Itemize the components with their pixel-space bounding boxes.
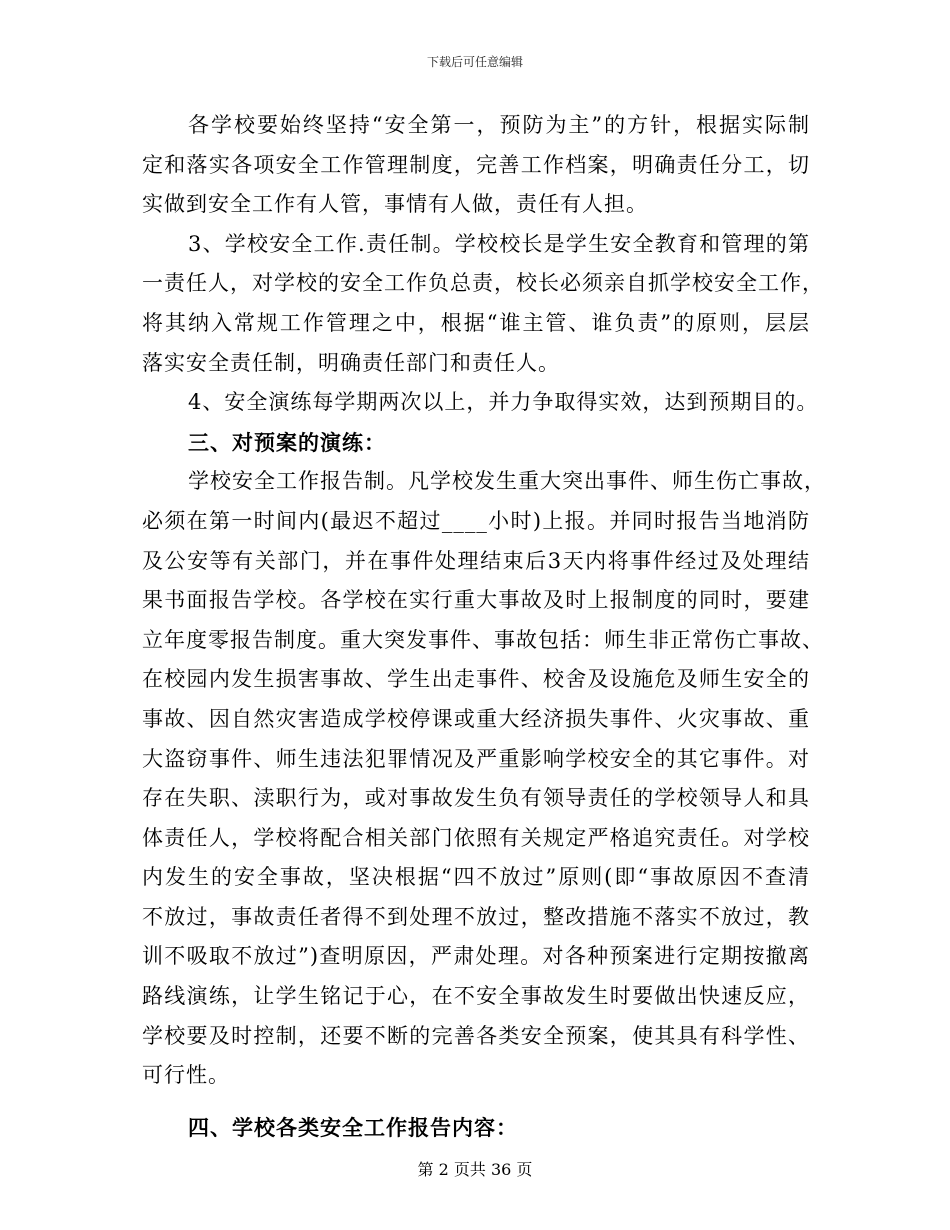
text-line: 立年度零报告制度。重大突发事件、事故包括：师生非正常伤亡事故、 xyxy=(142,627,824,652)
text-line: 落实安全责任制，明确责任部门和责任人。 xyxy=(142,350,560,375)
text-line: 果书面报告学校。各学校在实行重大事故及时上报制度的同时，要建 xyxy=(142,588,810,613)
text-line: 事故、因自然灾害造成学校停课或重大经济损失事件、火灾事故、重 xyxy=(142,706,810,731)
text-line: 路线演练，让学生铭记于心，在不安全事故发生时要做出快速反应， xyxy=(142,984,810,1009)
text-line: 可行性。 xyxy=(142,1063,230,1088)
text-line: 学校安全工作报告制。凡学校发生重大突出事件、师生伤亡事故， xyxy=(188,469,826,494)
page-header: 下载后可任意编辑 xyxy=(426,55,523,69)
section-heading: 三、对预案的演练： xyxy=(188,429,386,455)
text-line: 各学校要始终坚持“安全第一，预防为主”的方针，根据实际制 xyxy=(188,113,810,137)
text-line: 将其纳入常规工作管理之中，根据“谁主管、谁负责”的原则，层层 xyxy=(142,310,810,335)
text-line: 4、安全演练每学期两次以上，并力争取得实效，达到预期目的。 xyxy=(188,390,819,415)
text-line: 存在失职、渎职行为，或对事故发生负有领导责任的学校领导人和具 xyxy=(142,786,810,811)
text-line: 必须在第一时间内(最迟不超过____小时)上报。并同时报告当地消防 xyxy=(142,508,810,533)
page-footer: 第 2 页共 36 页 xyxy=(417,1160,533,1179)
text-line: 及公安等有关部门，并在事件处理结束后3天内将事件经过及处理结 xyxy=(142,548,810,573)
text-line: 实做到安全工作有人管，事情有人做，责任有人担。 xyxy=(142,192,648,217)
section-gap xyxy=(142,1096,810,1108)
document-body xyxy=(142,106,826,1147)
text-line: 3、学校安全工作.责任制。学校校长是学生安全教育和管理的第 xyxy=(188,231,810,256)
text-line: 在校园内发生损害事故、学生出走事件、校舍及设施危及师生安全的 xyxy=(142,667,810,692)
text-line: 内发生的安全事故，坚决根据“四不放过”原则(即“事故原因不查清 xyxy=(142,865,810,890)
section-heading-4: 四、学校各类安全工作报告内容： xyxy=(188,1114,518,1140)
paragraph-lines xyxy=(142,106,826,1096)
text-line: 体责任人，学校将配合相关部门依照有关规定严格追究责任。对学校 xyxy=(142,825,810,850)
text-line: 一责任人，对学校的安全工作负总责，校长必须亲自抓学校安全工作， xyxy=(142,271,824,296)
text-line: 大盗窃事件、师生违法犯罪情况及严重影响学校安全的其它事件。对 xyxy=(142,746,810,771)
text-line: 训不吸取不放过”)查明原因，严肃处理。对各种预案进行定期按撤离 xyxy=(142,944,810,969)
text-line: 学校要及时控制，还要不断的完善各类安全预案，使其具有科学性、 xyxy=(142,1023,810,1048)
text-line: 定和落实各项安全工作管理制度，完善工作档案，明确责任分工，切 xyxy=(142,152,810,177)
text-line: 不放过，事故责任者得不到处理不放过，整改措施不落实不放过，教 xyxy=(142,904,810,929)
